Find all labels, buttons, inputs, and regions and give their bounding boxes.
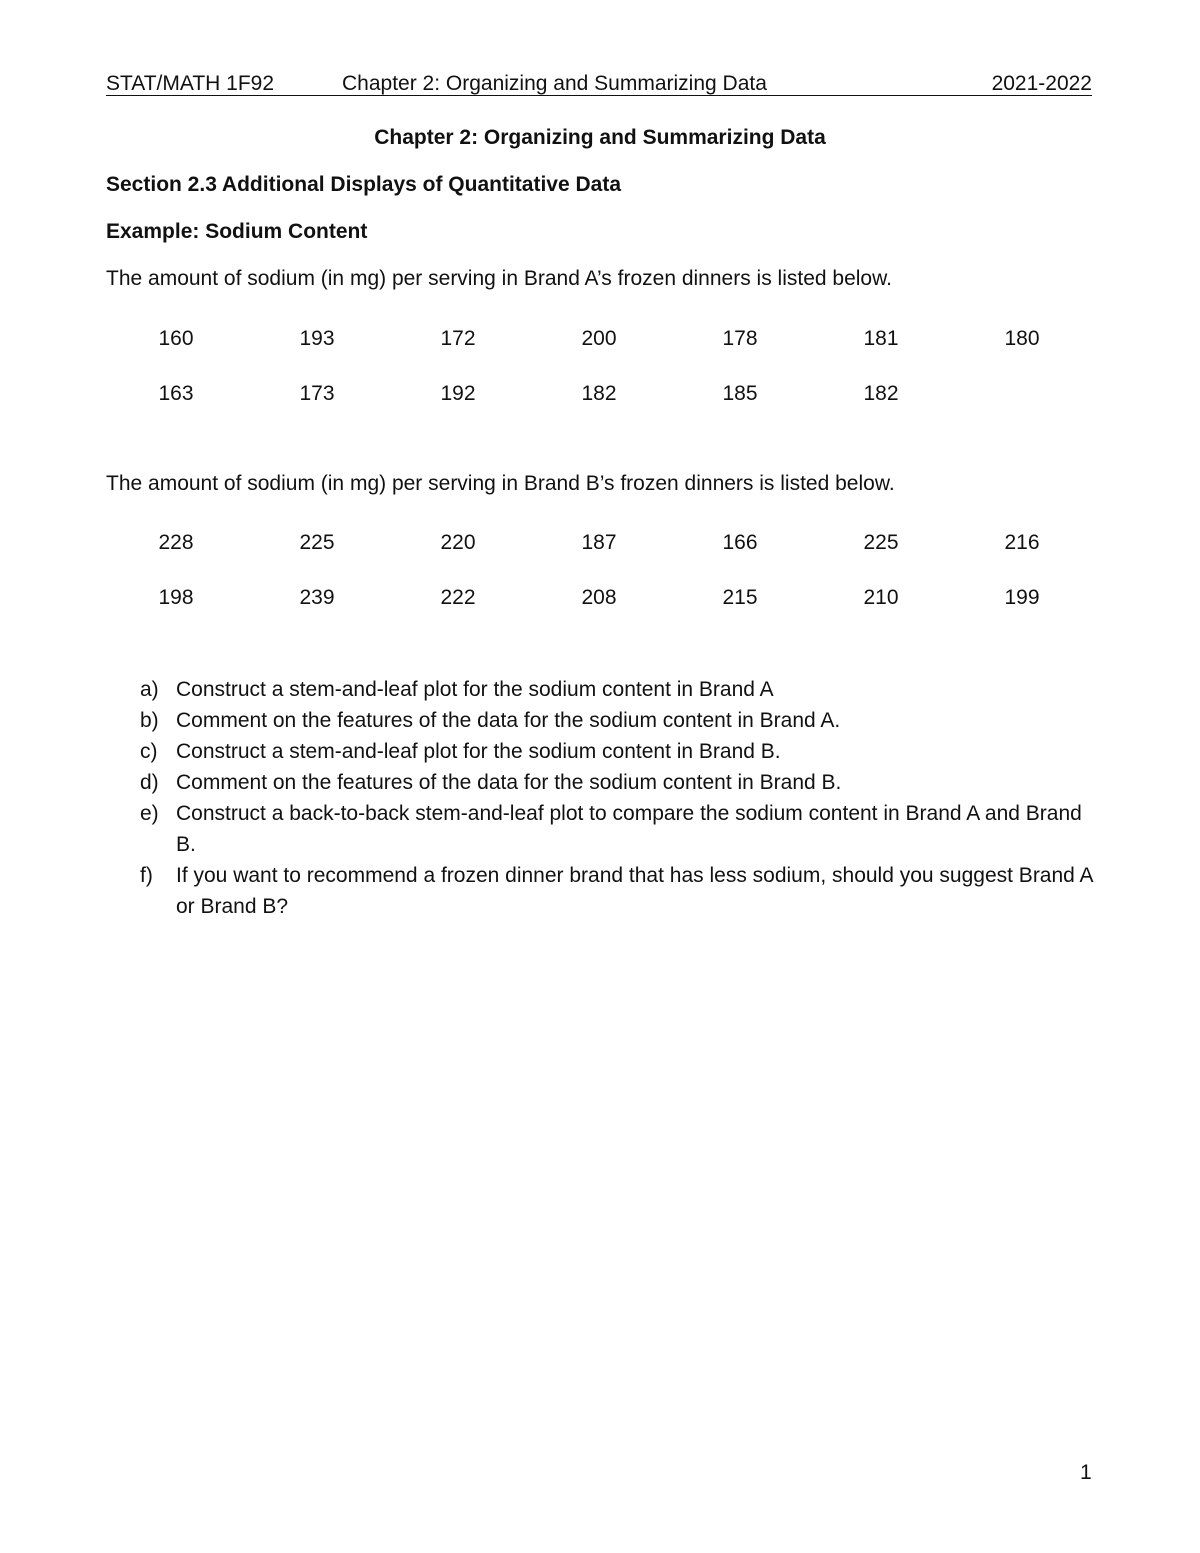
question-letter: f) [140,864,153,887]
header-course: STAT/MATH 1F92 [106,72,275,95]
running-header [106,70,1092,98]
data-value: 173 [299,382,335,405]
brand-b-values-row-2 [106,584,1106,612]
brand-a-values-row-2 [106,380,1106,408]
question-text: Construct a stem-and-leaf plot for the sodium content in Brand A [176,678,774,701]
data-value: 192 [440,382,476,405]
data-value: 222 [440,586,476,609]
question-text: Comment on the features of the data for the sodium content in Brand A. [176,709,841,732]
question-text: If you want to recommend a frozen dinner brand that has less sodium, should you suggest Brand A or Brand B? [176,864,1093,918]
data-value: 239 [299,586,335,609]
header-chapter: Chapter 2: Organizing and Summarizing Data [342,72,767,95]
question-letter: d) [140,771,159,794]
section-heading: Section 2.3 Additional Displays of Quantitative Data [106,173,621,196]
data-value: 180 [1004,327,1040,350]
question-item [140,798,1100,860]
data-value: 178 [722,327,758,350]
question-text: Construct a back-to-back stem-and-leaf plot to compare the sodium content in Brand A and Brand B. [176,802,1082,856]
data-value: 166 [722,531,758,554]
data-value: 182 [581,382,617,405]
data-value: 225 [863,531,899,554]
data-value: 208 [581,586,617,609]
question-text: Construct a stem-and-leaf plot for the sodium content in Brand B. [176,740,781,763]
brand-b-intro: The amount of sodium (in mg) per serving in Brand B’s frozen dinners is listed below. [106,472,895,495]
data-value: 220 [440,531,476,554]
question-item [140,705,1100,736]
page-title: Chapter 2: Organizing and Summarizing Data [374,126,826,149]
data-value: 215 [722,586,758,609]
question-letter: a) [140,678,159,701]
header-year: 2021-2022 [991,72,1092,95]
data-value: 198 [158,586,194,609]
question-letter: b) [140,709,159,732]
question-item [140,674,1100,705]
example-heading: Example: Sodium Content [106,220,368,243]
data-value: 210 [863,586,899,609]
data-value: 216 [1004,531,1040,554]
data-value: 160 [158,327,194,350]
data-value: 182 [863,382,899,405]
question-list [140,674,1100,922]
data-value: 185 [722,382,758,405]
data-value: 172 [440,327,476,350]
page-number: 1 [1080,1461,1092,1484]
brand-b-values-row-1 [106,529,1106,557]
data-value: 200 [581,327,617,350]
question-item [140,860,1100,922]
data-value: 199 [1004,586,1040,609]
question-item [140,767,1100,798]
question-letter: e) [140,802,159,825]
data-value: 225 [299,531,335,554]
data-value: 163 [158,382,194,405]
question-item [140,736,1100,767]
data-value: 193 [299,327,335,350]
question-letter: c) [140,740,158,763]
data-value: 187 [581,531,617,554]
header-underline [106,95,1092,96]
brand-a-values-row-1 [106,325,1106,353]
data-value: 181 [863,327,899,350]
brand-a-intro: The amount of sodium (in mg) per serving in Brand A’s frozen dinners is listed below. [106,267,892,290]
data-value: 228 [158,531,194,554]
question-text: Comment on the features of the data for the sodium content in Brand B. [176,771,842,794]
